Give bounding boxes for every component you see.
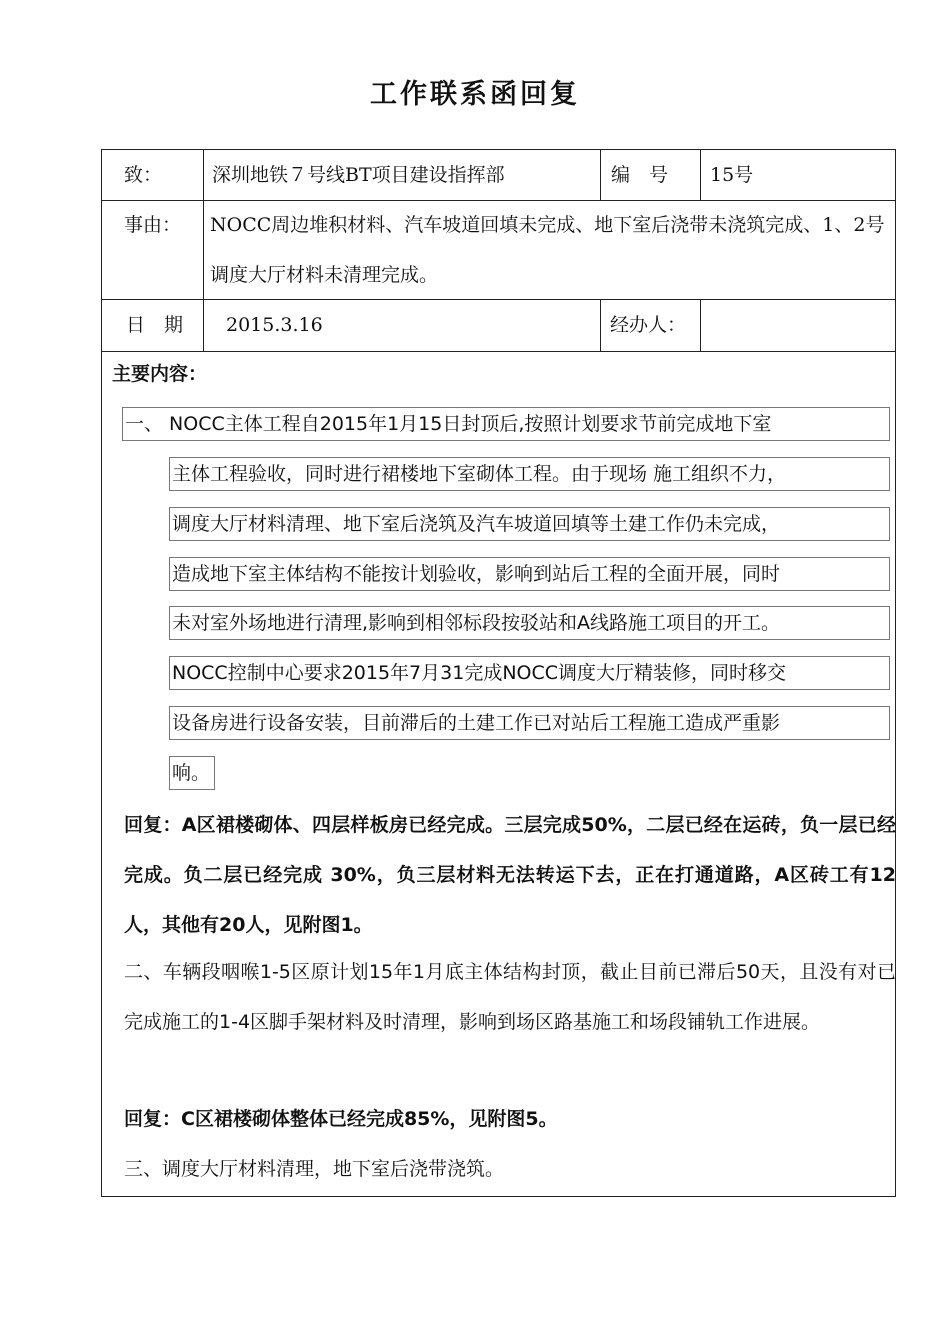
item1-line: 调度大厅材料清理、地下室后浇筑及汽车坡道回填等土建工作仍未完成， xyxy=(169,507,890,541)
column-divider xyxy=(203,150,204,351)
item1-line: 造成地下室主体结构不能按计划验收，影响到站后工程的全面开展，同时 xyxy=(169,557,890,591)
item1-line: 一、 NOCC主体工程自2015年1月15日封顶后,按照计划要求节前完成地下室 xyxy=(122,407,890,441)
document-title: 工作联系函回复 xyxy=(370,79,580,110)
column-divider xyxy=(700,299,701,351)
handler-label: 经办人： xyxy=(610,314,687,336)
item1-line: NOCC控制中心要求2015年7月31完成NOCC调度大厅精装修，同时移交 xyxy=(169,656,890,690)
column-divider xyxy=(600,150,601,200)
item-3: 三、调度大厅材料清理，地下室后浇带浇筑。 xyxy=(124,1158,505,1180)
row-divider xyxy=(102,351,895,352)
item1-line: 未对室外场地进行清理,影响到相邻标段按驳站和A线路施工项目的开工。 xyxy=(169,606,890,640)
subject-value: NOCC周边堆积材料、汽车坡道回填未完成、地下室后浇带未浇筑完成、1、2号调度大厅材料未清理完成。 xyxy=(210,214,885,286)
column-divider xyxy=(600,299,601,351)
subject-label: 事由： xyxy=(124,214,182,236)
date-label: 日 期 xyxy=(126,314,184,336)
item1-line: 响。 xyxy=(169,756,215,790)
to-label: 致： xyxy=(124,164,163,186)
item1-line: 主体工程验收，同时进行裙楼地下室砌体工程。由于现场 施工组织不力， xyxy=(169,457,890,491)
reply-1: 回复：A区裙楼砌体、四层样板房已经完成。三层完成50%，二层已经在运砖，负一层已经完成。负二层已经完成 30%，负三层材料无法转运下去，正在打通道路，A区砖工有12人，其他有20人，见附图1。 xyxy=(124,814,896,936)
content-heading: 主要内容： xyxy=(112,363,208,385)
number-label: 编 号 xyxy=(611,164,669,186)
reply-2: 回复：C区裙楼砌体整体已经完成85%，见附图5。 xyxy=(124,1108,558,1130)
number-value: 15号 xyxy=(710,164,754,186)
item1-line: 设备房进行设备安装，目前滞后的土建工作已对站后工程施工造成严重影 xyxy=(169,706,890,740)
to-value: 深圳地铁７号线BT项目建设指挥部 xyxy=(212,164,505,186)
column-divider xyxy=(700,150,701,200)
date-value: 2015.3.16 xyxy=(226,314,323,336)
item-2: 二、车辆段咽喉1-5区原计划15年1月底主体结构封顶，截止目前已滞后50天，且没有对已完成施工的1-4区脚手架材料及时清理，影响到场区路基施工和场段铺轨工作进展。 xyxy=(124,961,896,1033)
form-table xyxy=(101,149,896,1197)
